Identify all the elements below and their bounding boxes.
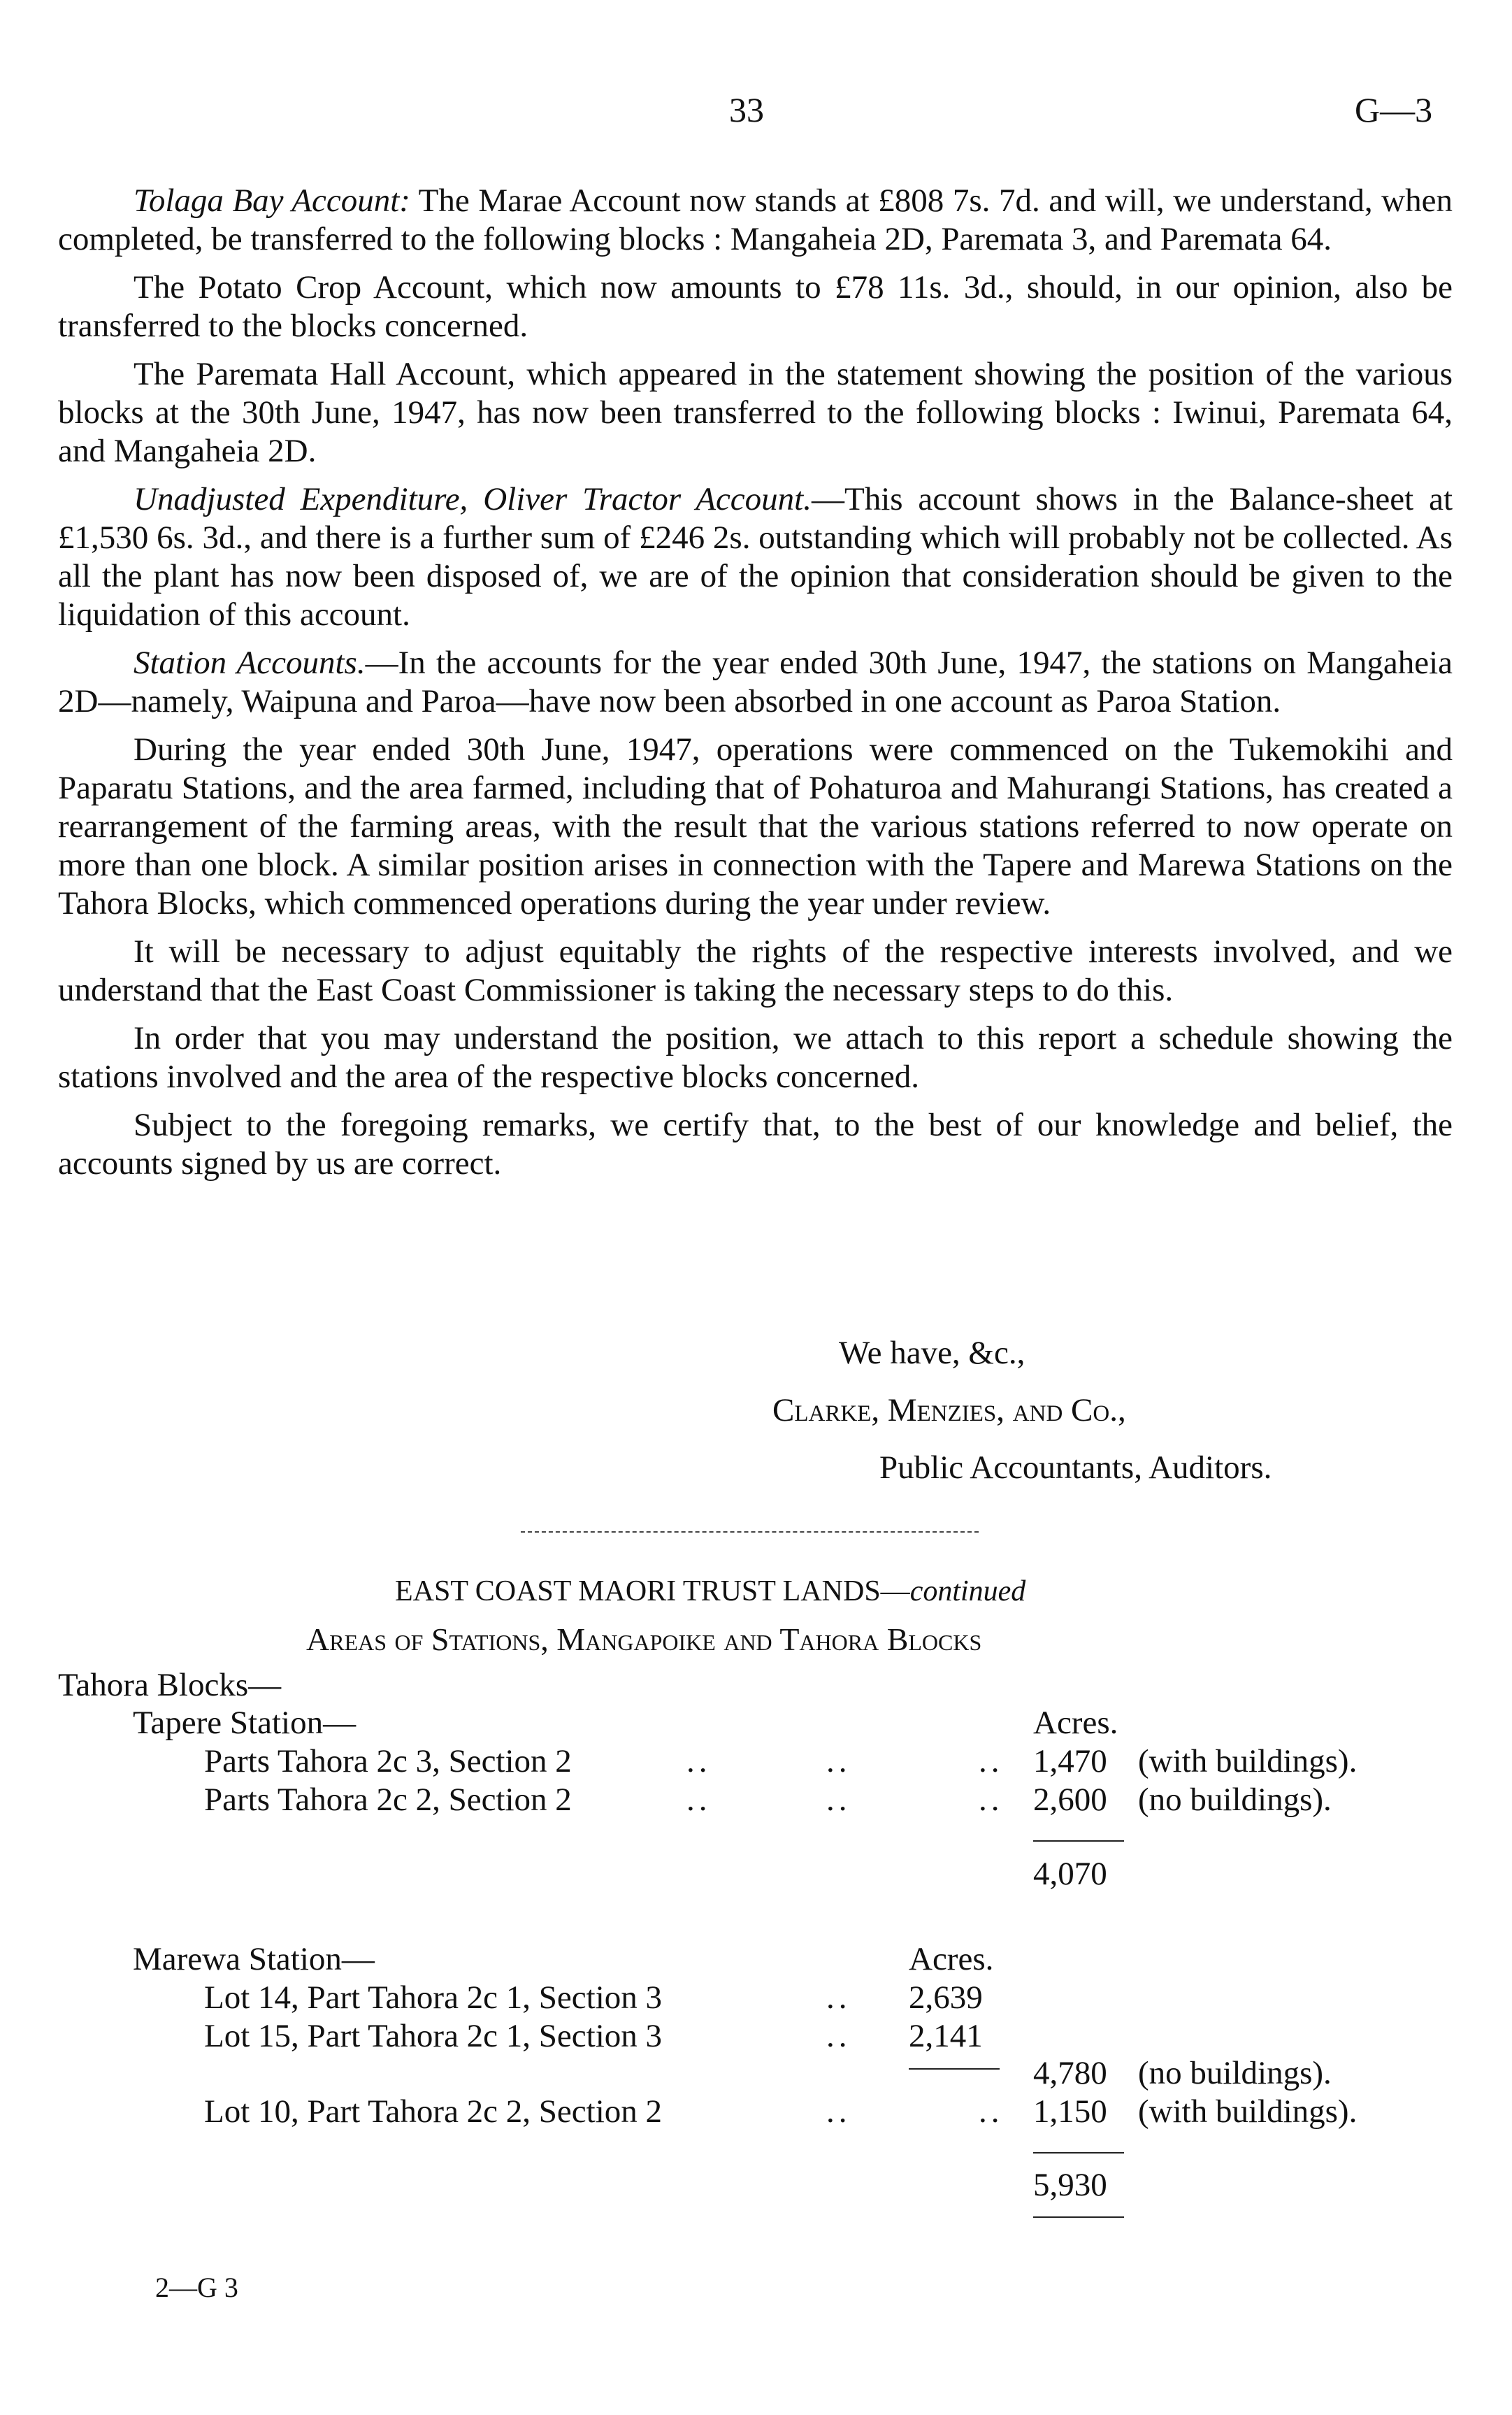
sum-rule (1033, 1840, 1124, 1842)
marewa-extra-acres: 1,150 (1033, 2093, 1107, 2130)
paragraph-text: The Paremata Hall Account, which appeared in the statement showing the position of the various blocks at the 30th June, 1947, has now been transferred to the following blocks : Iwinui, Paremata 64, and Mangaheia 2D. (58, 356, 1453, 469)
marewa-subtotal-note: (no buildings). (1138, 2055, 1332, 2091)
paragraph-adjust (58, 933, 1453, 1010)
signature-mark: 2—G 3 (155, 2272, 238, 2303)
signature-firm: Clarke, Menzies, and Co., (772, 1392, 1126, 1428)
marewa-extra-note: (with buildings). (1138, 2093, 1358, 2130)
schedule-title-main: EAST COAST MAORI TRUST LANDS— (395, 1575, 910, 1607)
sum-rule (1033, 2152, 1124, 2154)
leader-dots: .. (826, 1782, 851, 1818)
total-rule (1033, 2216, 1124, 2218)
leader-dots: .. (826, 2018, 851, 2054)
leader-dots: .. (826, 1979, 851, 2016)
marewa-subtotal: 4,780 (1033, 2055, 1107, 2091)
schedule-subtitle: Areas of Stations, Mangapoike and Tahora Blocks (306, 1621, 982, 1657)
paragraph-text: Subject to the foregoing remarks, we certify that, to the best of our knowledge and belief, the accounts signed by us are correct. (58, 1107, 1453, 1182)
page-number: 33 (729, 90, 764, 129)
paragraph-text: It will be necessary to adjust equitably the rights of the respective interests involved, and we understand that the East Coast Commissioner is taking the necessary steps to do this. (58, 933, 1453, 1008)
leader-dots: .. (979, 1743, 1004, 1779)
marewa-acres-header: Acres. (909, 1941, 994, 1977)
paragraph-unadjusted (58, 480, 1453, 634)
tapere-total: 4,070 (1033, 1856, 1107, 1892)
sum-rule (909, 2068, 1000, 2070)
leader-dots: .. (979, 2093, 1004, 2130)
tapere-row-acres: 1,470 (1033, 1743, 1107, 1779)
signature-role: Public Accountants, Auditors. (879, 1449, 1272, 1486)
tapere-heading: Tapere Station— (133, 1705, 357, 1741)
paragraph-text: —This account shows in the Balance-sheet at £1,530 6s. 3d., and there is a further sum of £246 2s. outstanding which will probably not be collected. As all the plant has now been disposed of, we are of the opinion that consideration should be given to the liquidation of this account. (58, 481, 1453, 633)
paragraph-text: In order that you may understand the position, we attach to this report a schedule showing the stations involved and the area of the respective blocks concerned. (58, 1020, 1453, 1095)
report-body (58, 182, 1453, 1183)
paragraph-tolaga (58, 182, 1453, 259)
schedule-title-continued: continued (909, 1575, 1026, 1607)
paragraph-lead: Station Accounts. (134, 645, 366, 681)
paragraph-text: The Marae Account now stands at £808 7s. 7d. and will, we understand, when completed, be transferred to the following blocks : Mangaheia 2D, Paremata 3, and Paremata 64. (58, 182, 1453, 257)
tapere-row-label: Parts Tahora 2c 3, Section 2 (204, 1743, 572, 1779)
paragraph-during (58, 731, 1453, 923)
marewa-row-label: Lot 14, Part Tahora 2c 1, Section 3 (204, 1979, 663, 2016)
paragraph-lead: Unadjusted Expenditure, Oliver Tractor Account. (134, 481, 812, 517)
section-divider (521, 1531, 979, 1533)
leader-dots: .. (826, 2093, 851, 2130)
paragraph-text: During the year ended 30th June, 1947, operations were commenced on the Tukemokihi and Paparatu Stations, and the area farmed, including that of Pohaturoa and Mahurangi Stations, has created a rearrangement of the farming areas, with the result that the various stations referred to now operate on more than one block. A similar position arises in connection with the Tapere and Marewa Stations on the Tahora Blocks, which commenced operations during the year under review. (58, 731, 1453, 922)
tapere-row-label: Parts Tahora 2c 2, Section 2 (204, 1782, 572, 1818)
schedule-title (395, 1575, 1025, 1608)
group-heading: Tahora Blocks— (58, 1667, 282, 1703)
tapere-row-note: (with buildings). (1138, 1743, 1358, 1779)
marewa-extra-label: Lot 10, Part Tahora 2c 2, Section 2 (204, 2093, 663, 2130)
tapere-row-note: (no buildings). (1138, 1782, 1332, 1818)
tapere-acres-header: Acres. (1033, 1705, 1118, 1741)
leader-dots: .. (686, 1743, 712, 1779)
signature-closing: We have, &c., (839, 1335, 1025, 1371)
paragraph-order (58, 1019, 1453, 1096)
leader-dots: .. (979, 1782, 1004, 1818)
paragraph-station (58, 644, 1453, 721)
paragraph-hall (58, 355, 1453, 471)
marewa-row-acres: 2,141 (909, 2018, 983, 2054)
marewa-row-acres: 2,639 (909, 1979, 983, 2016)
paragraph-subject (58, 1106, 1453, 1183)
tapere-row-acres: 2,600 (1033, 1782, 1107, 1818)
marewa-row-label: Lot 15, Part Tahora 2c 1, Section 3 (204, 2018, 663, 2054)
leader-dots: .. (826, 1743, 851, 1779)
marewa-total: 5,930 (1033, 2167, 1107, 2203)
document-code: G—3 (1355, 90, 1433, 129)
paragraph-text: The Potato Crop Account, which now amounts to £78 11s. 3d., should, in our opinion, also be transferred to the blocks concerned. (58, 269, 1453, 344)
marewa-heading: Marewa Station— (133, 1941, 375, 1977)
paragraph-text: —In the accounts for the year ended 30th June, 1947, the stations on Mangaheia 2D—namely, Waipuna and Paroa—have now been absorbed in one account as Paroa Station. (58, 645, 1453, 719)
paragraph-lead: Tolaga Bay Account: (134, 182, 410, 219)
paragraph-potato (58, 268, 1453, 345)
leader-dots: .. (686, 1782, 712, 1818)
